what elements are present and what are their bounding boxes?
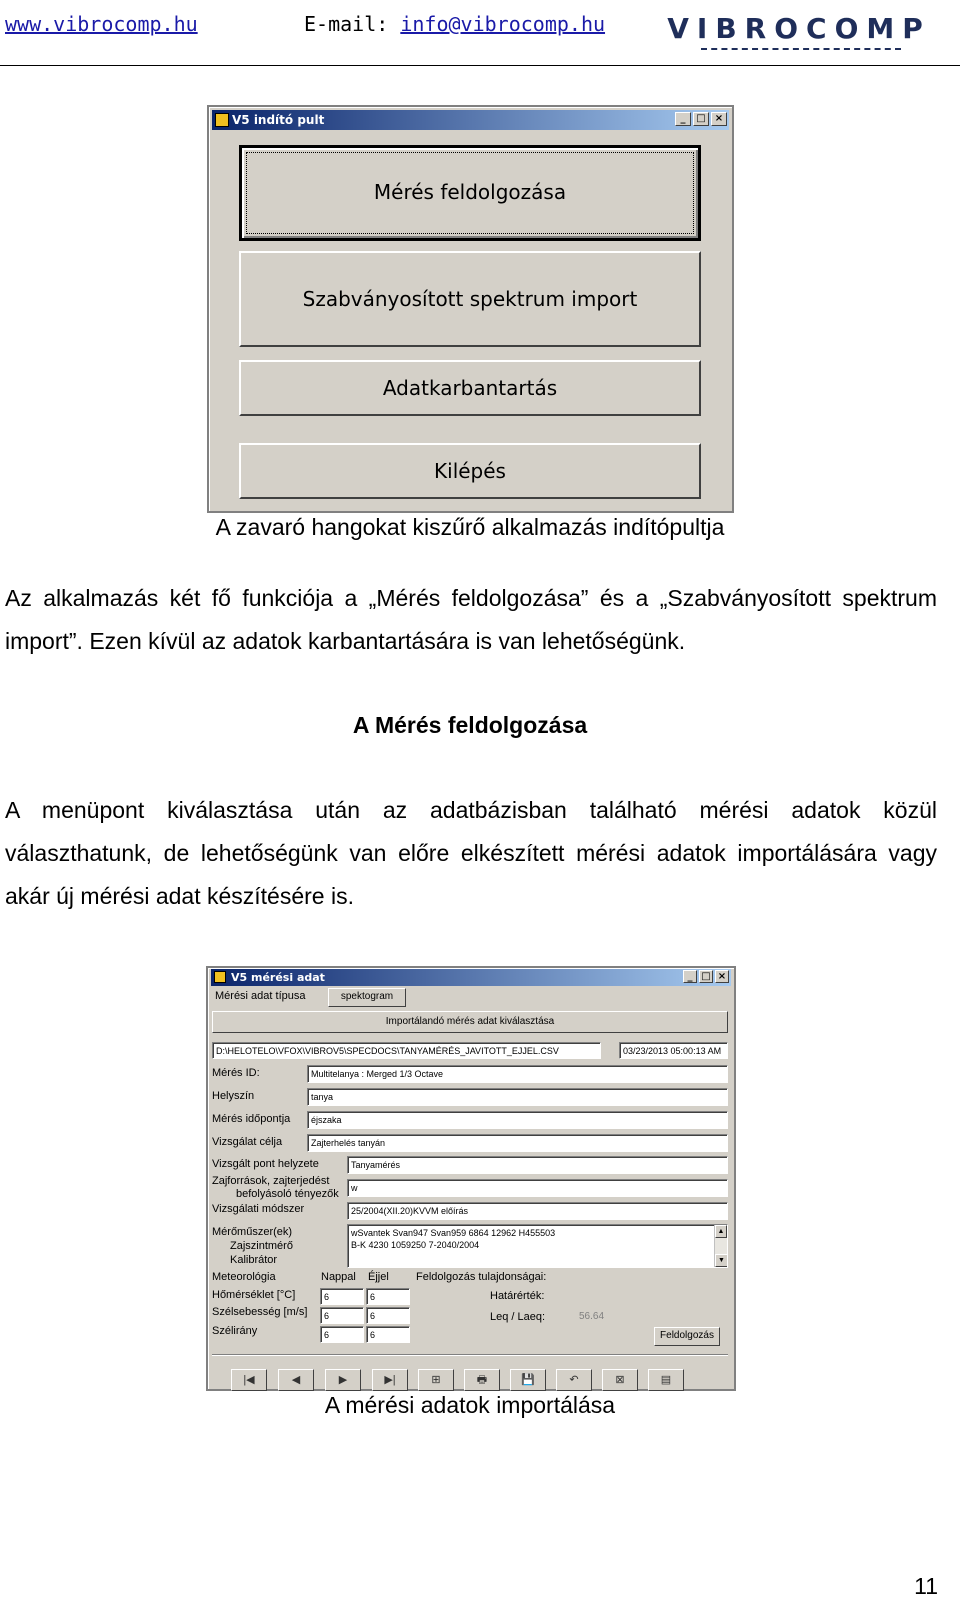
logo-underline [701, 48, 901, 50]
app-icon-2 [214, 971, 226, 983]
measurement-processing-button[interactable]: Mérés feldolgozása [239, 145, 701, 241]
previous-record-icon[interactable]: ◀ [278, 1369, 314, 1391]
noise-sources-label-2: befolyásoló tényezők [236, 1188, 339, 1200]
add-record-icon[interactable]: ⊞ [418, 1369, 454, 1391]
instrument-line-2: B-K 4230 1059250 7-2040/2004 [351, 1240, 480, 1250]
maximize-icon[interactable]: □ [693, 112, 709, 126]
email-link[interactable]: info@vibrocomp.hu [400, 12, 606, 36]
print-icon[interactable]: 🖶 [464, 1369, 500, 1391]
wind-speed-night-field[interactable]: 6 [366, 1307, 410, 1324]
website-link[interactable]: www.vibrocomp.hu [5, 12, 198, 36]
type-label: Mérési adat típusa [215, 990, 306, 1002]
night-label: Éjjel [368, 1271, 389, 1283]
location-field[interactable]: tanya [307, 1088, 728, 1106]
wind-speed-label: Szélsebesség [m/s] [212, 1306, 308, 1318]
scroll-up-icon[interactable]: ▲ [715, 1225, 727, 1238]
purpose-label: Vizsgálat célja [212, 1136, 283, 1148]
scroll-down-icon[interactable]: ▼ [715, 1254, 728, 1267]
close-icon[interactable]: × [711, 112, 727, 126]
temperature-night-field[interactable]: 6 [366, 1288, 410, 1305]
measurement-id-label: Mérés ID: [212, 1067, 260, 1079]
point-location-field[interactable]: Tanyamérés [347, 1156, 728, 1174]
location-label: Helyszín [212, 1090, 255, 1102]
launcher-title: V5 indító pult [232, 113, 325, 127]
measurement-id-field[interactable]: Multitelanya : Merged 1/3 Octave [307, 1065, 728, 1083]
instrument-label: Mérőműszer(ek) [212, 1226, 293, 1238]
intro-paragraph: Az alkalmazás két fő funkciója a „Mérés feldolgozása” és a „Szabványosított spektrum import”. Ezen kívül az adatok karbantartására is van lehetőségünk. [5, 585, 937, 654]
calibrator-label: Kalibrátor [230, 1254, 278, 1266]
spectrum-import-button[interactable]: Szabványosított spektrum import [239, 251, 701, 347]
measurement-title: V5 mérési adat [231, 971, 325, 984]
email-label: E-mail: [304, 12, 401, 36]
instrument-textarea[interactable] [347, 1224, 728, 1268]
exit-button[interactable]: Kilépés [239, 443, 701, 499]
instrument-line-1: wSvantek Svan947 Svan959 6864 12962 H455503 [351, 1228, 556, 1238]
instrument-scrollbar[interactable] [714, 1225, 727, 1267]
process-button[interactable]: Feldolgozás [654, 1327, 720, 1346]
measurement-time-field[interactable]: éjszaka [307, 1111, 728, 1129]
noise-sources-field[interactable]: w [347, 1179, 728, 1197]
section-paragraph: A menüpont kiválasztása után az adatbázisban található mérési adatok közül választhatunk, de lehetőségünk van előre elkészített mérési adatok importálására vagy akár új mérési adat készítésére is. [5, 797, 937, 909]
wind-direction-night-field[interactable]: 6 [366, 1326, 410, 1343]
minimize-icon[interactable]: _ [683, 970, 697, 983]
last-record-icon[interactable]: ▶| [372, 1369, 408, 1391]
import-select-button[interactable]: Importálandó mérés adat kiválasztása [212, 1011, 728, 1033]
app-icon [215, 113, 229, 127]
window-controls-2 [683, 970, 729, 983]
email-line [304, 12, 605, 36]
maximize-icon[interactable]: □ [699, 970, 713, 983]
page-number: 11 [914, 1573, 938, 1599]
method-label: Vizsgálati módszer [212, 1203, 305, 1215]
measurement-time-label: Mérés időpontja [212, 1113, 291, 1125]
first-record-icon[interactable]: |◀ [231, 1369, 267, 1391]
temperature-day-field[interactable]: 6 [320, 1288, 364, 1305]
wind-direction-day-field[interactable]: 6 [320, 1326, 364, 1343]
method-field[interactable]: 25/2004(XII.20)KVVM előírás [347, 1202, 728, 1220]
meteorology-label: Meteorológia [212, 1271, 276, 1283]
vibrocomp-logo [663, 8, 935, 54]
logo-text: VIBROCOMP [667, 12, 931, 45]
launcher-caption: A zavaró hangokat kiszűrő alkalmazás indítópultja [215, 514, 725, 540]
window-controls [675, 112, 727, 126]
purpose-field[interactable]: Zajterhelés tanyán [307, 1134, 728, 1152]
section-heading: A Mérés feldolgozása [352, 712, 588, 738]
day-label: Nappal [321, 1271, 356, 1283]
date-field[interactable]: 03/23/2013 05:00:13 AM [619, 1042, 728, 1059]
launcher-window [207, 105, 734, 513]
processing-props-label: Feldolgozás tulajdonságai: [416, 1271, 547, 1283]
launcher-titlebar [212, 110, 729, 130]
point-location-label: Vizsgált pont helyzete [212, 1158, 319, 1170]
close-icon[interactable]: × [715, 970, 729, 983]
leq-value: 56.64 [579, 1311, 605, 1322]
wind-speed-day-field[interactable]: 6 [320, 1307, 364, 1324]
import-caption: A mérési adatok importálása [324, 1392, 616, 1418]
measurement-titlebar [211, 969, 731, 986]
file-path-field[interactable]: D:\HELOTELO\VFOX\VIBROV5\SPECDOCS\TANYAMÉRÉS_JAVITOTT_EJJEL.CSV [212, 1042, 601, 1059]
data-maintenance-button[interactable]: Adatkarbantartás [239, 360, 701, 416]
spectrogram-button[interactable]: spektogram [328, 988, 406, 1007]
sound-meter-label: Zajszintmérő [230, 1240, 293, 1252]
minimize-icon[interactable]: _ [675, 112, 691, 126]
limit-label: Határérték: [490, 1290, 545, 1302]
list-view-icon[interactable]: ▤ [648, 1369, 684, 1391]
wind-direction-label: Szélirány [212, 1325, 258, 1337]
save-icon[interactable]: 💾 [510, 1369, 546, 1391]
noise-sources-label: Zajforrások, zajterjedést [212, 1175, 330, 1187]
page-header [0, 0, 960, 66]
next-record-icon[interactable]: ▶ [325, 1369, 361, 1391]
delete-record-icon[interactable]: ⊠ [602, 1369, 638, 1391]
temperature-label: Hőmérséklet [°C] [212, 1289, 296, 1301]
leq-label: Leq / Laeq: [490, 1311, 546, 1323]
undo-icon[interactable]: ↶ [556, 1369, 592, 1391]
